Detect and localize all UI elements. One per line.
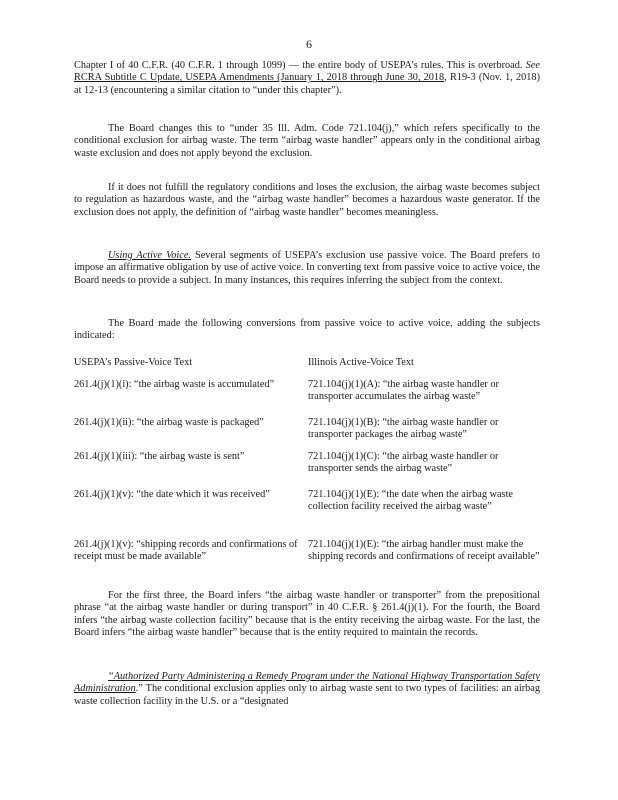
table-header-right: Illinois Active-Voice Text <box>308 357 414 368</box>
table-header-left: USEPA’s Passive-Voice Text <box>74 357 193 368</box>
table-row-left: 261.4(j)(1)(iii): “the airbag waste is sent” <box>74 451 245 462</box>
paragraph-authorized-party: “Authorized Party Administering a Remedy Program under the National Highway Transportation Safety Administration.” The conditional exclusion applies only to airbag waste sent to two types of facilities: an airbag waste collection facility in the U.S. or a “designated <box>74 671 540 707</box>
page-number: 6 <box>306 37 312 51</box>
table-row-left: 261.4(j)(1)(i): “the airbag waste is accumulated” <box>74 379 275 390</box>
table-row-right: 721.104(j)(1)(C): “the airbag waste handler or transporter sends the airbag waste” <box>308 451 499 475</box>
table-row-right: 721.104(j)(1)(B): “the airbag waste handler or transporter packages the airbag waste” <box>308 417 499 441</box>
table-row-right: 721.104(j)(1)(A): “the airbag waste handler or transporter accumulates the airbag waste” <box>308 379 499 403</box>
paragraph-board-changes: The Board changes this to “under 35 Ill. Adm. Code 721.104(j),” which refers specifically to the conditional exclusion for airbag waste. The term “airbag waste handler” appears only in the conditional airbag waste exclusion and does not apply beyond the exclusion. <box>74 123 540 159</box>
paragraph-chapter-citation: Chapter I of 40 C.F.R. (40 C.F.R. 1 through 1099) — the entire body of USEPA’s rules. This is overbroad. See RCRA Subtitle C Update, USEPA Amendments (January 1, 2018 through June 30, 2018, R19-3 (Nov. 1, 2018) at 12-13 (encountering a similar citation to “under this chapter”). <box>74 60 540 96</box>
table-row-left: 261.4(j)(1)(ii): “the airbag waste is packaged” <box>74 417 264 428</box>
paragraph-exclusion-conditions: If it does not fulfill the regulatory conditions and loses the exclusion, the airbag waste becomes subject to regulation as hazardous waste, and the “airbag waste handler” becomes a hazardous waste generator. If the exclusion does not apply, the definition of “airbag waste handler” becomes meaningless. <box>74 182 540 218</box>
table-row-left: 261.4(j)(1)(v): “the date which it was received” <box>74 489 270 500</box>
paragraph-inferred-subjects: For the first three, the Board infers “the airbag waste handler or transporter” from the prepositional phrase “at the airbag waste handler or during transport” in 40 C.F.R. § 261.4(j)(1). For the fourth, the Board infers “the airbag waste collection facility” because that is the entity receiving the airbag waste. For the last, the Board infers “the airbag waste handler” because that is the entity required to maintain the records. <box>74 590 540 638</box>
paragraph-active-voice: Using Active Voice. Several segments of USEPA’s exclusion use passive voice. The Board prefers to impose an affirmative obligation by use of active voice. In converting text from passive voice to active voice, the Board needs to provide a subject. In many instances, this requires inferring the subject from the context. <box>74 250 540 286</box>
table-row-right: 721.104(j)(1)(E): “the airbag handler must make the shipping records and confirmations of receipt available” <box>308 539 540 563</box>
heading-authorized-party: “Authorized Party Administering a Remedy Program under the National Highway Transportation Safety Administration <box>74 671 540 695</box>
heading-using-active-voice: Using Active Voice. <box>108 250 191 261</box>
paragraph-conversions-intro: The Board made the following conversions from passive voice to active voice, adding the subjects indicated: <box>74 318 540 342</box>
table-row-right: 721.104(j)(1)(E): “the date when the airbag waste collection facility received the airbag waste” <box>308 489 513 513</box>
citation-rcra-update: RCRA Subtitle C Update, USEPA Amendments (January 1, 2018 through June 30, 2018 <box>74 72 445 84</box>
see-signal: See <box>525 60 540 71</box>
table-row-left: 261.4(j)(1)(v): “shipping records and confirmations of receipt must be made available” <box>74 539 298 563</box>
